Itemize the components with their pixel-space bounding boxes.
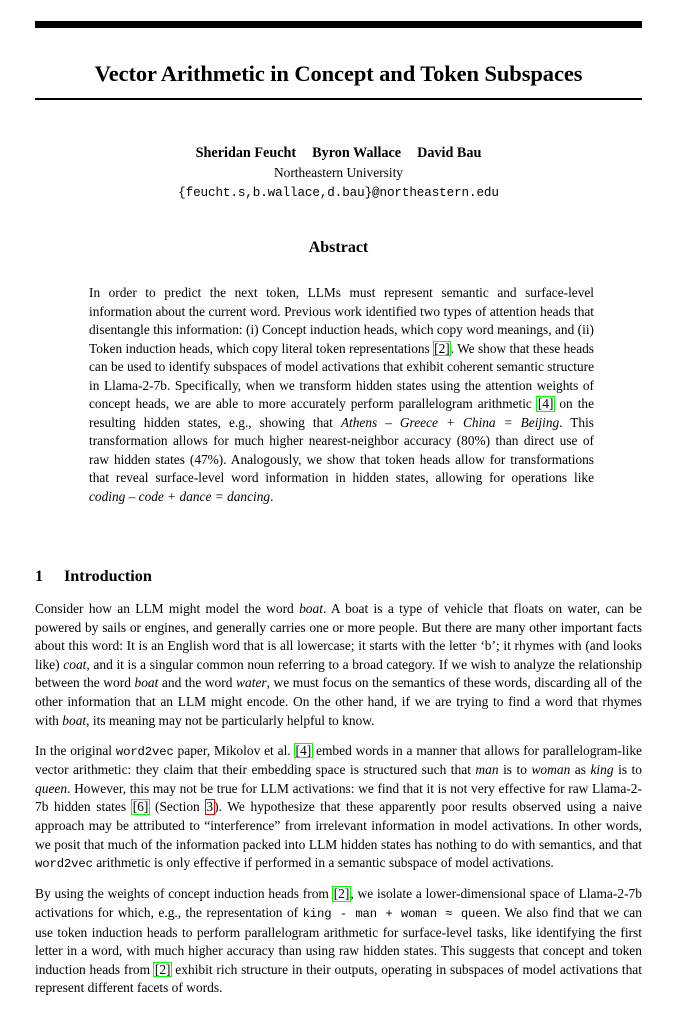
- citation-link-2[interactable]: [2]: [434, 340, 450, 356]
- emphasis-man: man: [475, 762, 499, 778]
- author-name-2: Byron Wallace: [312, 145, 402, 161]
- body-text: . We also find that we can use token induction heads to perform parallelogram arithmetic for surface-level tasks, like identifying the first letter in a word, with much higher accuracy than using raw hidden states. This suggests that concept and token induction heads from: [35, 904, 642, 977]
- code-word2vec: word2vec: [115, 744, 174, 759]
- body-text: is to: [498, 762, 532, 778]
- citation-link-4[interactable]: [4]: [295, 742, 312, 758]
- emphasis-king: king: [590, 762, 614, 778]
- emphasis-boat: boat: [299, 601, 323, 616]
- body-text: is to: [613, 762, 642, 778]
- code-king-equation: king - man + woman ≈ queen: [302, 906, 497, 921]
- citation-number: 6: [137, 799, 144, 815]
- body-text: ). We hypothesize that these apparently poor results observed using a naive approach may be attributed to “interference” from irrelevant information in model activations. In other words, we posit that much of the information packed into LLM hidden states has nothing to do with semantics, and that: [35, 799, 642, 852]
- equation-athens: Athens – Greece + China = Beijing: [340, 414, 560, 430]
- code-word2vec: word2vec: [35, 857, 93, 872]
- emphasis-coat: coat: [63, 656, 87, 672]
- body-text: . However, this may not be true for LLM activations: we find that it is not very effective for raw Llama-2-7b hidden states: [35, 780, 642, 815]
- paragraph-3: [35, 885, 642, 998]
- citation-number: 2: [438, 340, 446, 356]
- emphasis-queen: queen: [35, 780, 68, 796]
- citation-number: 2: [159, 961, 167, 977]
- section-reference-link-3[interactable]: 3: [206, 799, 214, 815]
- body-text: exhibit rich structure in their outputs, operating in subspaces of model activations that represent different facets of words.: [35, 961, 642, 996]
- section-heading-introduction: [35, 567, 152, 586]
- contact-email: {feucht.s,b.wallace,d.bau}@northeastern.edu: [178, 186, 499, 201]
- citation-number: 2: [338, 886, 345, 902]
- affiliation: Northeastern University: [273, 165, 404, 181]
- title-bottom-rule: [35, 98, 642, 100]
- paragraph-1: [35, 600, 642, 730]
- body-text: By using the weights of concept induction heads from: [35, 886, 333, 902]
- abstract-body: [89, 284, 594, 507]
- equation-coding: coding – code + dance = dancing: [89, 489, 271, 505]
- emphasis-boat: boat: [134, 675, 159, 691]
- abstract-text: on the resulting hidden states, e.g., showing that: [89, 396, 594, 430]
- section-title: Introduction: [64, 567, 152, 586]
- author-names: [35, 144, 642, 163]
- body-text: , its meaning may not be particularly helpful to know.: [86, 712, 375, 728]
- title-top-rule: [35, 21, 642, 28]
- citation-number: 4: [542, 396, 549, 412]
- author-name-1: Sheridan Feucht: [195, 145, 297, 161]
- body-text: (Section: [149, 799, 206, 815]
- body-text: In the original: [35, 742, 116, 758]
- abstract-heading: Abstract: [308, 239, 369, 256]
- abstract-text: .: [270, 489, 274, 505]
- introduction-body: [35, 600, 642, 1009]
- body-text: . A boat is a type of vehicle that floats on water, can be powered by sails or engines, and generally carries one or more people. But there are many other important facts about this word: It is an English word that is all lowercase; it starts with the letter ‘b’; it rhymes with (and looks like): [35, 601, 643, 672]
- citation-link-2[interactable]: [2]: [333, 886, 350, 902]
- body-text: , we must focus on the semantics of these words, discarding all of the other information that an LLM might encode. On the other hand, if we are trying to find a word that rhymes with: [35, 675, 642, 728]
- body-text: , and it is a singular common noun referring to a broad category. If we wish to analyze the relationship between the word: [35, 656, 642, 691]
- body-text: Consider how an LLM might model the word: [35, 601, 300, 616]
- citation-link-2[interactable]: [2]: [154, 961, 171, 977]
- body-text: as: [570, 762, 591, 778]
- section-number: 1: [35, 567, 44, 586]
- citation-link-4[interactable]: [4]: [537, 396, 554, 412]
- abstract-text: In order to predict the next token, LLMs must represent semantic and surface-level information about the current word. Previous work identified two types of attention heads that disentangle this information: (i) Concept induction heads, which copy word meanings, and (ii) Token induction heads, which copy literal token representations: [89, 285, 594, 356]
- abstract-text: . We show that these heads can be used to identify subspaces of model activations that exhibit coherent semantic structure in Llama-2-7b. Specifically, when we transform hidden states using the attention weights of concept heads, we are able to more accurately perform parallelogram arithmetic: [89, 340, 594, 412]
- body-text: paper, Mikolov et al.: [173, 742, 295, 758]
- citation-link-6[interactable]: [6]: [132, 799, 149, 815]
- paragraph-2: [35, 742, 642, 874]
- emphasis-boat: boat: [62, 712, 87, 728]
- author-block: [35, 144, 642, 202]
- body-text: and the word: [158, 675, 237, 691]
- body-text: arithmetic is only effective if performed in a semantic subspace of model activations.: [92, 855, 554, 871]
- body-text: embed words in a manner that allows for parallelogram-like vector arithmetic: they claim that their embedding space is structured such that: [35, 742, 643, 778]
- emphasis-woman: woman: [531, 762, 571, 778]
- page-title: Vector Arithmetic in Concept and Token Subspaces: [94, 61, 583, 87]
- citation-number: 4: [299, 742, 307, 758]
- body-text: , we isolate a lower-dimensional space of Llama-2-7b activations for which, e.g., the representation of: [35, 886, 642, 920]
- emphasis-water: water: [236, 675, 267, 691]
- abstract-text: . This transformation allows for much higher nearest-neighbor accuracy (80%) than direct use of raw hidden states (47%). Analogously, we show that token heads allow for transformations that reveal surface-level word information in hidden states, allowing for operations like: [89, 414, 595, 486]
- author-name-3: David Bau: [417, 145, 482, 161]
